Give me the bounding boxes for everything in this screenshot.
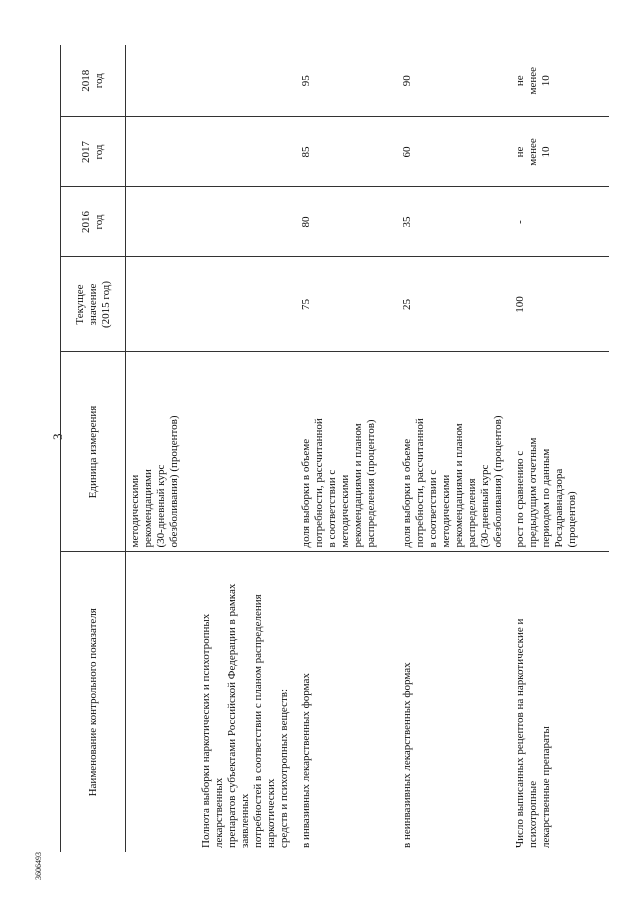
unit-cell <box>294 352 395 552</box>
header-current <box>61 257 126 352</box>
value-line: менее <box>527 67 539 95</box>
header-line: Текущее <box>73 284 86 325</box>
header-indicator: Наименование контрольного показателя <box>61 552 126 852</box>
page-number: 3 <box>50 433 65 440</box>
header-line: 2017 <box>80 141 92 163</box>
unit-line: доля выборки в объеме <box>300 438 312 548</box>
header-line: (2015 год) <box>99 280 112 329</box>
value-line: менее <box>527 138 539 166</box>
unit-line: рост по сравнению с <box>514 450 526 548</box>
unit-line: потребности, рассчитанной <box>313 418 325 548</box>
indicator-line: потребностей в соответствии с планом распределения наркотических <box>252 594 277 848</box>
table-row <box>508 45 609 852</box>
value-line: 10 <box>540 75 552 87</box>
unit-line: Росздравнадзора <box>553 468 565 548</box>
current-value: 25 <box>395 257 508 352</box>
table-row <box>126 45 195 852</box>
unit-cell <box>395 352 508 552</box>
unit-line: методическими <box>440 474 452 548</box>
indicator-line: лекарственные препараты <box>540 726 552 848</box>
indicator-line: в инвазивных лекарственных формах <box>300 673 312 848</box>
header-line: год <box>93 214 105 230</box>
unit-line: потребности, рассчитанной <box>414 418 426 548</box>
header-line: значение <box>86 283 99 326</box>
unit-line: обезболивания) (процентов) <box>168 415 180 548</box>
value-2018 <box>508 45 609 117</box>
indicator-cell <box>395 552 508 852</box>
value-2016: - <box>508 187 609 257</box>
value-line: 10 <box>540 146 552 158</box>
indicator-line: препаратов субъектами Российской Федерации в рамках заявленных <box>226 583 251 848</box>
value-2018 <box>126 45 195 117</box>
unit-line: рекомендациями и планом <box>352 423 364 548</box>
table-header-row <box>61 45 126 852</box>
value-2017 <box>508 117 609 187</box>
table-row <box>395 45 508 852</box>
value-2017: 60 <box>395 117 508 187</box>
unit-cell <box>126 352 195 552</box>
header-line: год <box>93 144 105 160</box>
unit-line: рекомендациями и планом <box>453 423 465 548</box>
value-2017: 85 <box>294 117 395 187</box>
header-2016 <box>61 187 126 257</box>
unit-line: обезболивания) (процентов) <box>492 415 504 548</box>
value-2018 <box>194 45 294 117</box>
unit-cell <box>194 352 294 552</box>
unit-line: рекомендациями <box>142 469 154 548</box>
indicator-cell <box>508 552 609 852</box>
header-2017 <box>61 117 126 187</box>
indicator-cell <box>194 552 294 852</box>
header-line: 2018 <box>80 69 92 92</box>
indicator-cell <box>126 552 195 852</box>
value-2018: 95 <box>294 45 395 117</box>
header-line: год <box>93 73 105 89</box>
unit-line: (30-дневный курс <box>155 464 167 548</box>
table-row <box>194 45 294 852</box>
document-code: 3606493 <box>34 852 43 880</box>
value-line: не <box>514 75 526 87</box>
value-line: не <box>514 146 526 158</box>
current-value <box>126 257 195 352</box>
current-value <box>194 257 294 352</box>
unit-line: периодом по данным <box>540 448 552 548</box>
unit-line: (30-дневный курс <box>479 464 491 548</box>
unit-line: (процентов) <box>566 491 578 548</box>
indicator-line: средств и психотропных веществ: <box>278 688 290 848</box>
indicator-line: в неинвазивных лекарственных формах <box>401 662 413 848</box>
value-2017 <box>194 117 294 187</box>
unit-line: распределения (процентов) <box>365 419 377 548</box>
value-2016: 35 <box>395 187 508 257</box>
current-value: 75 <box>294 257 395 352</box>
indicator-line: Число выписанных рецептов на наркотические и психотропные <box>514 618 539 848</box>
header-unit: Единица измерения <box>61 352 126 552</box>
header-line: 2016 <box>80 211 92 233</box>
indicator-cell <box>294 552 395 852</box>
unit-line: распределения <box>466 478 478 548</box>
unit-cell <box>508 352 609 552</box>
control-indicators-table <box>60 45 609 852</box>
value-2016: 80 <box>294 187 395 257</box>
unit-line: методическими <box>339 474 351 548</box>
value-2016 <box>194 187 294 257</box>
value-2018: 90 <box>395 45 508 117</box>
value-2016 <box>126 187 195 257</box>
unit-line: методическими <box>129 474 141 548</box>
rotated-table-container <box>60 45 580 852</box>
table-row <box>294 45 395 852</box>
current-value: 100 <box>508 257 609 352</box>
unit-line: в соответствии с <box>427 469 439 548</box>
unit-line: доля выборки в объеме <box>401 438 413 548</box>
unit-line: предыдущим отчетным <box>527 437 539 548</box>
unit-line: в соответствии с <box>326 469 338 548</box>
value-2017 <box>126 117 195 187</box>
header-2018 <box>61 45 126 117</box>
indicator-line: Полнота выборки наркотических и психотропных лекарственных <box>200 613 225 848</box>
